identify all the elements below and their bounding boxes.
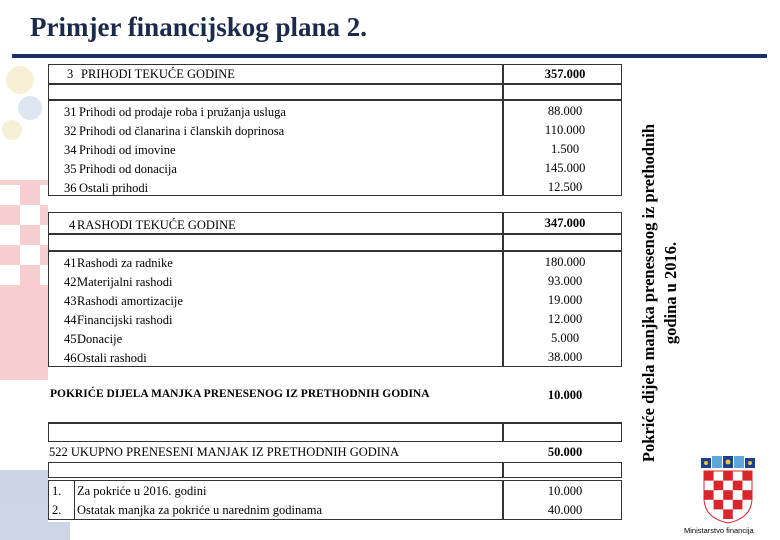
- deficit-item-value: 10.000: [547, 484, 583, 498]
- revenue-total: 357.000: [544, 67, 586, 81]
- revenue-item-value: 88.000: [547, 104, 583, 118]
- revenue-code: 3: [67, 67, 74, 81]
- expense-item-label: Rashodi amortizacije: [77, 294, 183, 308]
- revenue-item-value: 110.000: [544, 123, 586, 137]
- side-note-text: [638, 84, 682, 502]
- spacer-row: [503, 462, 622, 478]
- spacer-row: [48, 84, 503, 100]
- revenue-item-label: Prihodi od donacija: [79, 162, 177, 176]
- deficit-total-cell: [503, 422, 622, 442]
- coverage-value: 10.000: [547, 388, 583, 402]
- expense-item-value: 93.000: [547, 274, 583, 288]
- ministry-label: Ministarstvo financija: [684, 526, 754, 535]
- revenue-item-label: Ostali prihodi: [79, 181, 149, 195]
- side-note-line-2: godina u 2016.: [661, 241, 680, 345]
- deficit-item-code: 1.: [52, 484, 62, 498]
- expense-item-code: 44: [64, 313, 77, 327]
- page-title: Primjer financijskog plana 2.: [30, 12, 367, 42]
- expense-item-label: Donacije: [77, 332, 123, 346]
- expense-item-value: 12.000: [547, 312, 583, 326]
- revenue-item-label: Prihodi od članarina i članskih doprinosa: [79, 124, 285, 138]
- side-note: [638, 84, 692, 500]
- revenue-item-code: 35: [64, 162, 77, 176]
- expense-item-code: 45: [64, 332, 77, 346]
- expense-item-value: 5.000: [550, 331, 580, 345]
- financial-plan-table: [48, 64, 622, 522]
- expense-item-label: Financijski rashodi: [77, 313, 173, 327]
- coverage-label: POKRIĆE DIJELA MANJKA PRENESENOG IZ PRETHODNIH GODINA: [50, 388, 430, 400]
- deficit-label: 522 UKUPNO PRENESENI MANJAK IZ PRETHODNIH GODINA: [49, 445, 399, 459]
- deficit-header-cell: [48, 422, 503, 442]
- revenue-item-value: 145.000: [544, 161, 586, 175]
- spacer-row: [48, 234, 503, 251]
- expenses-label: RASHODI TEKUĆE GODINE: [77, 218, 236, 232]
- expense-item-value: 38.000: [547, 350, 583, 364]
- expense-item-code: 43: [64, 294, 77, 308]
- revenue-item-code: 36: [64, 181, 77, 195]
- revenue-item-value: 1.500: [550, 142, 580, 156]
- revenue-item-value: 12.500: [547, 180, 583, 194]
- title-divider: [12, 54, 767, 58]
- expenses-code: 4: [69, 218, 76, 232]
- deficit-item-code: 2.: [52, 503, 62, 517]
- expense-item-code: 42: [64, 275, 77, 289]
- deficit-total: 50.000: [547, 445, 583, 459]
- revenue-item-code: 34: [64, 143, 77, 157]
- revenue-item-label: Prihodi od prodaje roba i pružanja usluga: [79, 105, 286, 119]
- revenue-item-label: Prihodi od imovine: [79, 143, 176, 157]
- expense-item-label: Materijalni rashodi: [77, 275, 173, 289]
- expense-item-code: 41: [64, 256, 77, 270]
- expense-item-code: 46: [64, 351, 77, 365]
- expense-item-label: Ostali rashodi: [77, 351, 147, 365]
- expense-item-value: 180.000: [544, 255, 586, 269]
- expense-item-label: Rashodi za radnike: [77, 256, 173, 270]
- revenue-item-code: 32: [64, 124, 77, 138]
- expense-item-value: 19.000: [547, 293, 583, 307]
- revenue-item-code: 31: [64, 105, 77, 119]
- deficit-item-label: Za pokriće u 2016. godini: [77, 484, 207, 498]
- expenses-total: 347.000: [544, 216, 586, 230]
- spacer-row: [48, 462, 503, 478]
- spacer-row: [503, 84, 622, 100]
- spacer-row: [503, 234, 622, 251]
- revenue-label: PRIHODI TEKUĆE GODINE: [81, 67, 235, 81]
- coat-of-arms-icon: [696, 456, 758, 524]
- side-note-line-1: Pokriće dijela manjka prenesenog iz prethodnih: [639, 123, 658, 463]
- deficit-item-value: 40.000: [547, 503, 583, 517]
- deficit-item-label: Ostatak manjka za pokriće u narednim godinama: [77, 503, 323, 517]
